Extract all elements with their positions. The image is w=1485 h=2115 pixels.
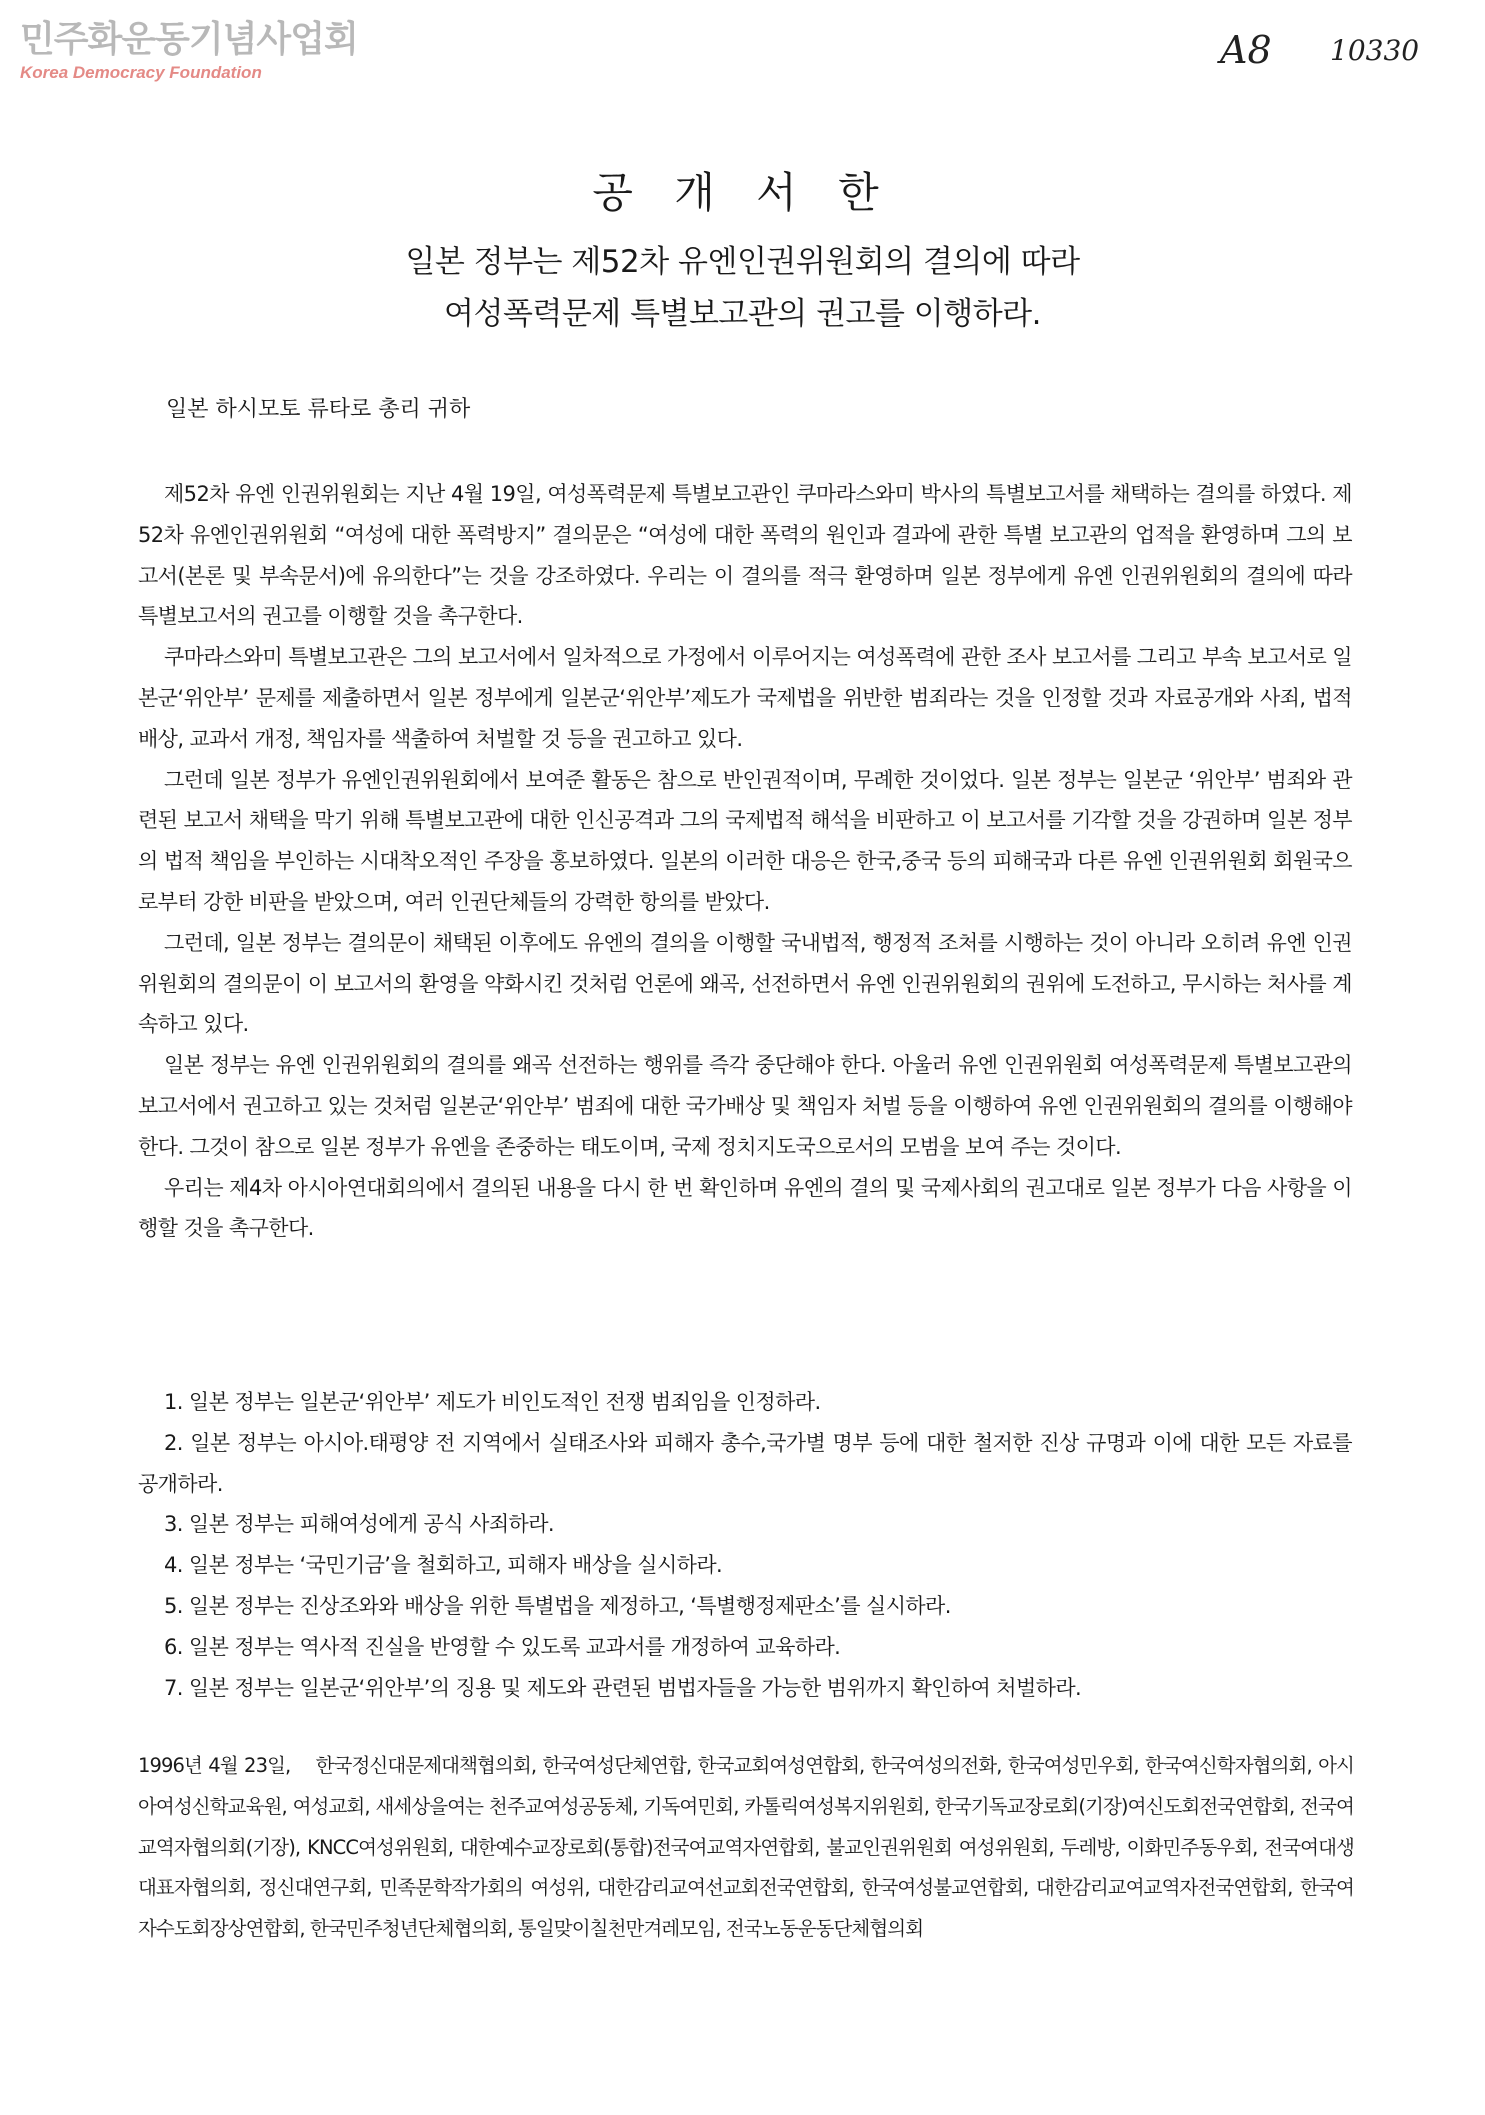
demand-item: 1. 일본 정부는 일본군‘위안부’ 제도가 비인도적인 전쟁 범죄임을 인정하라. <box>164 1390 821 1414</box>
demand-item: 5. 일본 정부는 진상조와와 배상을 위한 특별법을 제정하고, ‘특별행정제판소’를 실시하라. <box>164 1593 951 1618</box>
paragraph-4: 그런데, 일본 정부는 결의문이 채택된 이후에도 유엔의 결의을 이행할 국내법적, 행정적 조처를 시행하는 것이 아니라 오히려 유엔 인권위원회의 결의문이 이 보고서의 환영을 약화시킨 것처럼 언론에 왜곡, 선전하면서 유엔 인권위원회의 권위에 도전하고, 무시하는 처사를 계속하고 있다. <box>138 930 1352 1037</box>
signature-block <box>138 1746 1354 1950</box>
watermark-english: Korea Democracy Foundation <box>20 63 262 82</box>
paragraph-3: 그런데 일본 정부가 유엔인권위원회에서 보여준 활동은 참으로 반인권적이며, 무례한 것이었다. 일본 정부는 일본군 ‘위안부’ 범죄와 관련된 보고서 채택을 막기 위해 특별보고관에 대한 인신공격과 그의 국제법적 해석을 비판하고 이 보고서를 기각할 것을 강권하며 일본 정부의 법적 책임을 부인하는 시대착오적인 주장을 홍보하였다. 일본의 이러한 대응은 한국,중국 등의 피해국과 다른 유엔 인권위원회 회원국으로부터 강한 비판을 받았으며, 여러 인권단체들의 강력한 항의를 받았다. <box>138 767 1352 914</box>
demand-item: 7. 일본 정부는 일본군‘위안부’의 징용 및 제도와 관련된 범법자들을 가능한 범위까지 확인하여 처벌하라. <box>164 1675 1082 1700</box>
handwritten-number: 10330 <box>1330 34 1420 67</box>
paragraph-6: 우리는 제4차 아시아연대회의에서 결의된 내용을 다시 한 번 확인하며 유엔의 결의 및 국제사회의 권고대로 일본 정부가 다음 사항을 이행할 것을 촉구한다. <box>138 1175 1352 1241</box>
document-title: 공 개 서 한 <box>592 168 893 217</box>
demand-item: 3. 일본 정부는 피해여성에게 공식 사죄하라. <box>164 1512 554 1537</box>
signature-date: 1996년 4월 23일, <box>138 1754 310 1777</box>
foundation-watermark <box>20 20 358 84</box>
subtitle-line-1: 일본 정부는 제52차 유엔인권위원회의 결의에 따라 <box>405 244 1080 280</box>
watermark-korean: 민주화운동기념사업회 <box>20 19 358 60</box>
paragraph-1: 제52차 유엔 인권위원회는 지난 4월 19일, 여성폭력문제 특별보고관인 쿠마라스와미 박사의 특별보고서를 채택하는 결의를 하였다. 제52차 유엔인권위원회 “여성에 대한 폭력방지” 결의문은 “여성에 대한 폭력의 원인과 결과에 관한 특별 보고관의 업적을 환영하며 그의 보고서(본론 및 부속문서)에 유의한다”는 것을 강조하였다. 우리는 이 결의를 적극 환영하며 일본 정부에게 유엔 인권위원회의 결의에 따라 특별보고서의 권고를 이행할 것을 촉구한다. <box>138 482 1352 629</box>
demand-item: 4. 일본 정부는 ‘국민기금’을 철회하고, 피해자 배상을 실시하라. <box>164 1553 723 1578</box>
paragraph-2: 쿠마라스와미 특별보고관은 그의 보고서에서 일차적으로 가정에서 이루어지는 여성폭력에 관한 조사 보고서를 그리고 부속 보고서로 일본군‘위안부’ 문제를 제출하면서 일본 정부에게 일본군‘위안부’제도가 국제법을 위반한 범죄라는 것을 인정할 것과 자료공개와 사죄, 법적 배상, 교과서 개정, 책임자를 색출하여 처벌할 것 등을 권고하고 있다. <box>138 645 1352 751</box>
demand-item: 6. 일본 정부는 역사적 진실을 반영할 수 있도록 교과서를 개정하여 교육하라. <box>164 1634 841 1659</box>
letter-body <box>138 474 1352 1249</box>
signatory-organizations: 한국정신대문제대책협의회, 한국여성단체연합, 한국교회여성연합회, 한국여성의전화, 한국여성민우회, 한국여신학자협의회, 아시아여성신학교육원, 여성교회, 새세상을여는 천주교여성공동체, 기독여민회, 카톨릭여성복지위원회, 한국기독교장로회(기장)여신도회전국연합회, 전국여교역자협의회(기장), KNCC여성위원회, 대한예수교장로회(통합)전국여교역자연합회, 불교인권위원회 여성위원회, 두레방, 이화민주동우회, 전국여대생대표자협의회, 정신대연구회, 민족문학작가회의 여성위, 대한감리교여선교회전국연합회, 한국여성불교연합회, 대한감리교여교역자전국연합회, 한국여자수도회장상연합회, 한국민주청년단체협의회, 통일맞이칠천만겨레모임, 전국노동운동단체협의회 <box>138 1754 1354 1941</box>
paragraph-5: 일본 정부는 유엔 인권위원회의 결의를 왜곡 선전하는 행위를 즉각 중단해야 한다. 아울러 유엔 인권위원회 여성폭력문제 특별보고관의 보고서에서 권고하고 있는 것처럼 일본군‘위안부’ 범죄에 대한 국가배상 및 책임자 처벌 등을 이행하여 유엔 인권위원회의 결의를 이행해야 한다. 그것이 참으로 일본 정부가 유엔을 존중하는 태도이며, 국제 정치지도국으로서의 모범을 보여 주는 것이다. <box>138 1053 1352 1159</box>
addressee: 일본 하시모토 류타로 총리 귀하 <box>166 397 471 422</box>
demands-list <box>138 1382 1352 1708</box>
handwritten-code: A8 <box>1220 28 1272 72</box>
demand-item: 2. 일본 정부는 아시아.태평양 전 지역에서 실태조사와 피해자 총수,국가별 명부 등에 대한 철저한 진상 규명과 이에 대한 모든 자료를 공개하라. <box>138 1430 1352 1496</box>
subtitle-line-2: 여성폭력문제 특별보고관의 권고를 이행하라. <box>444 296 1041 332</box>
